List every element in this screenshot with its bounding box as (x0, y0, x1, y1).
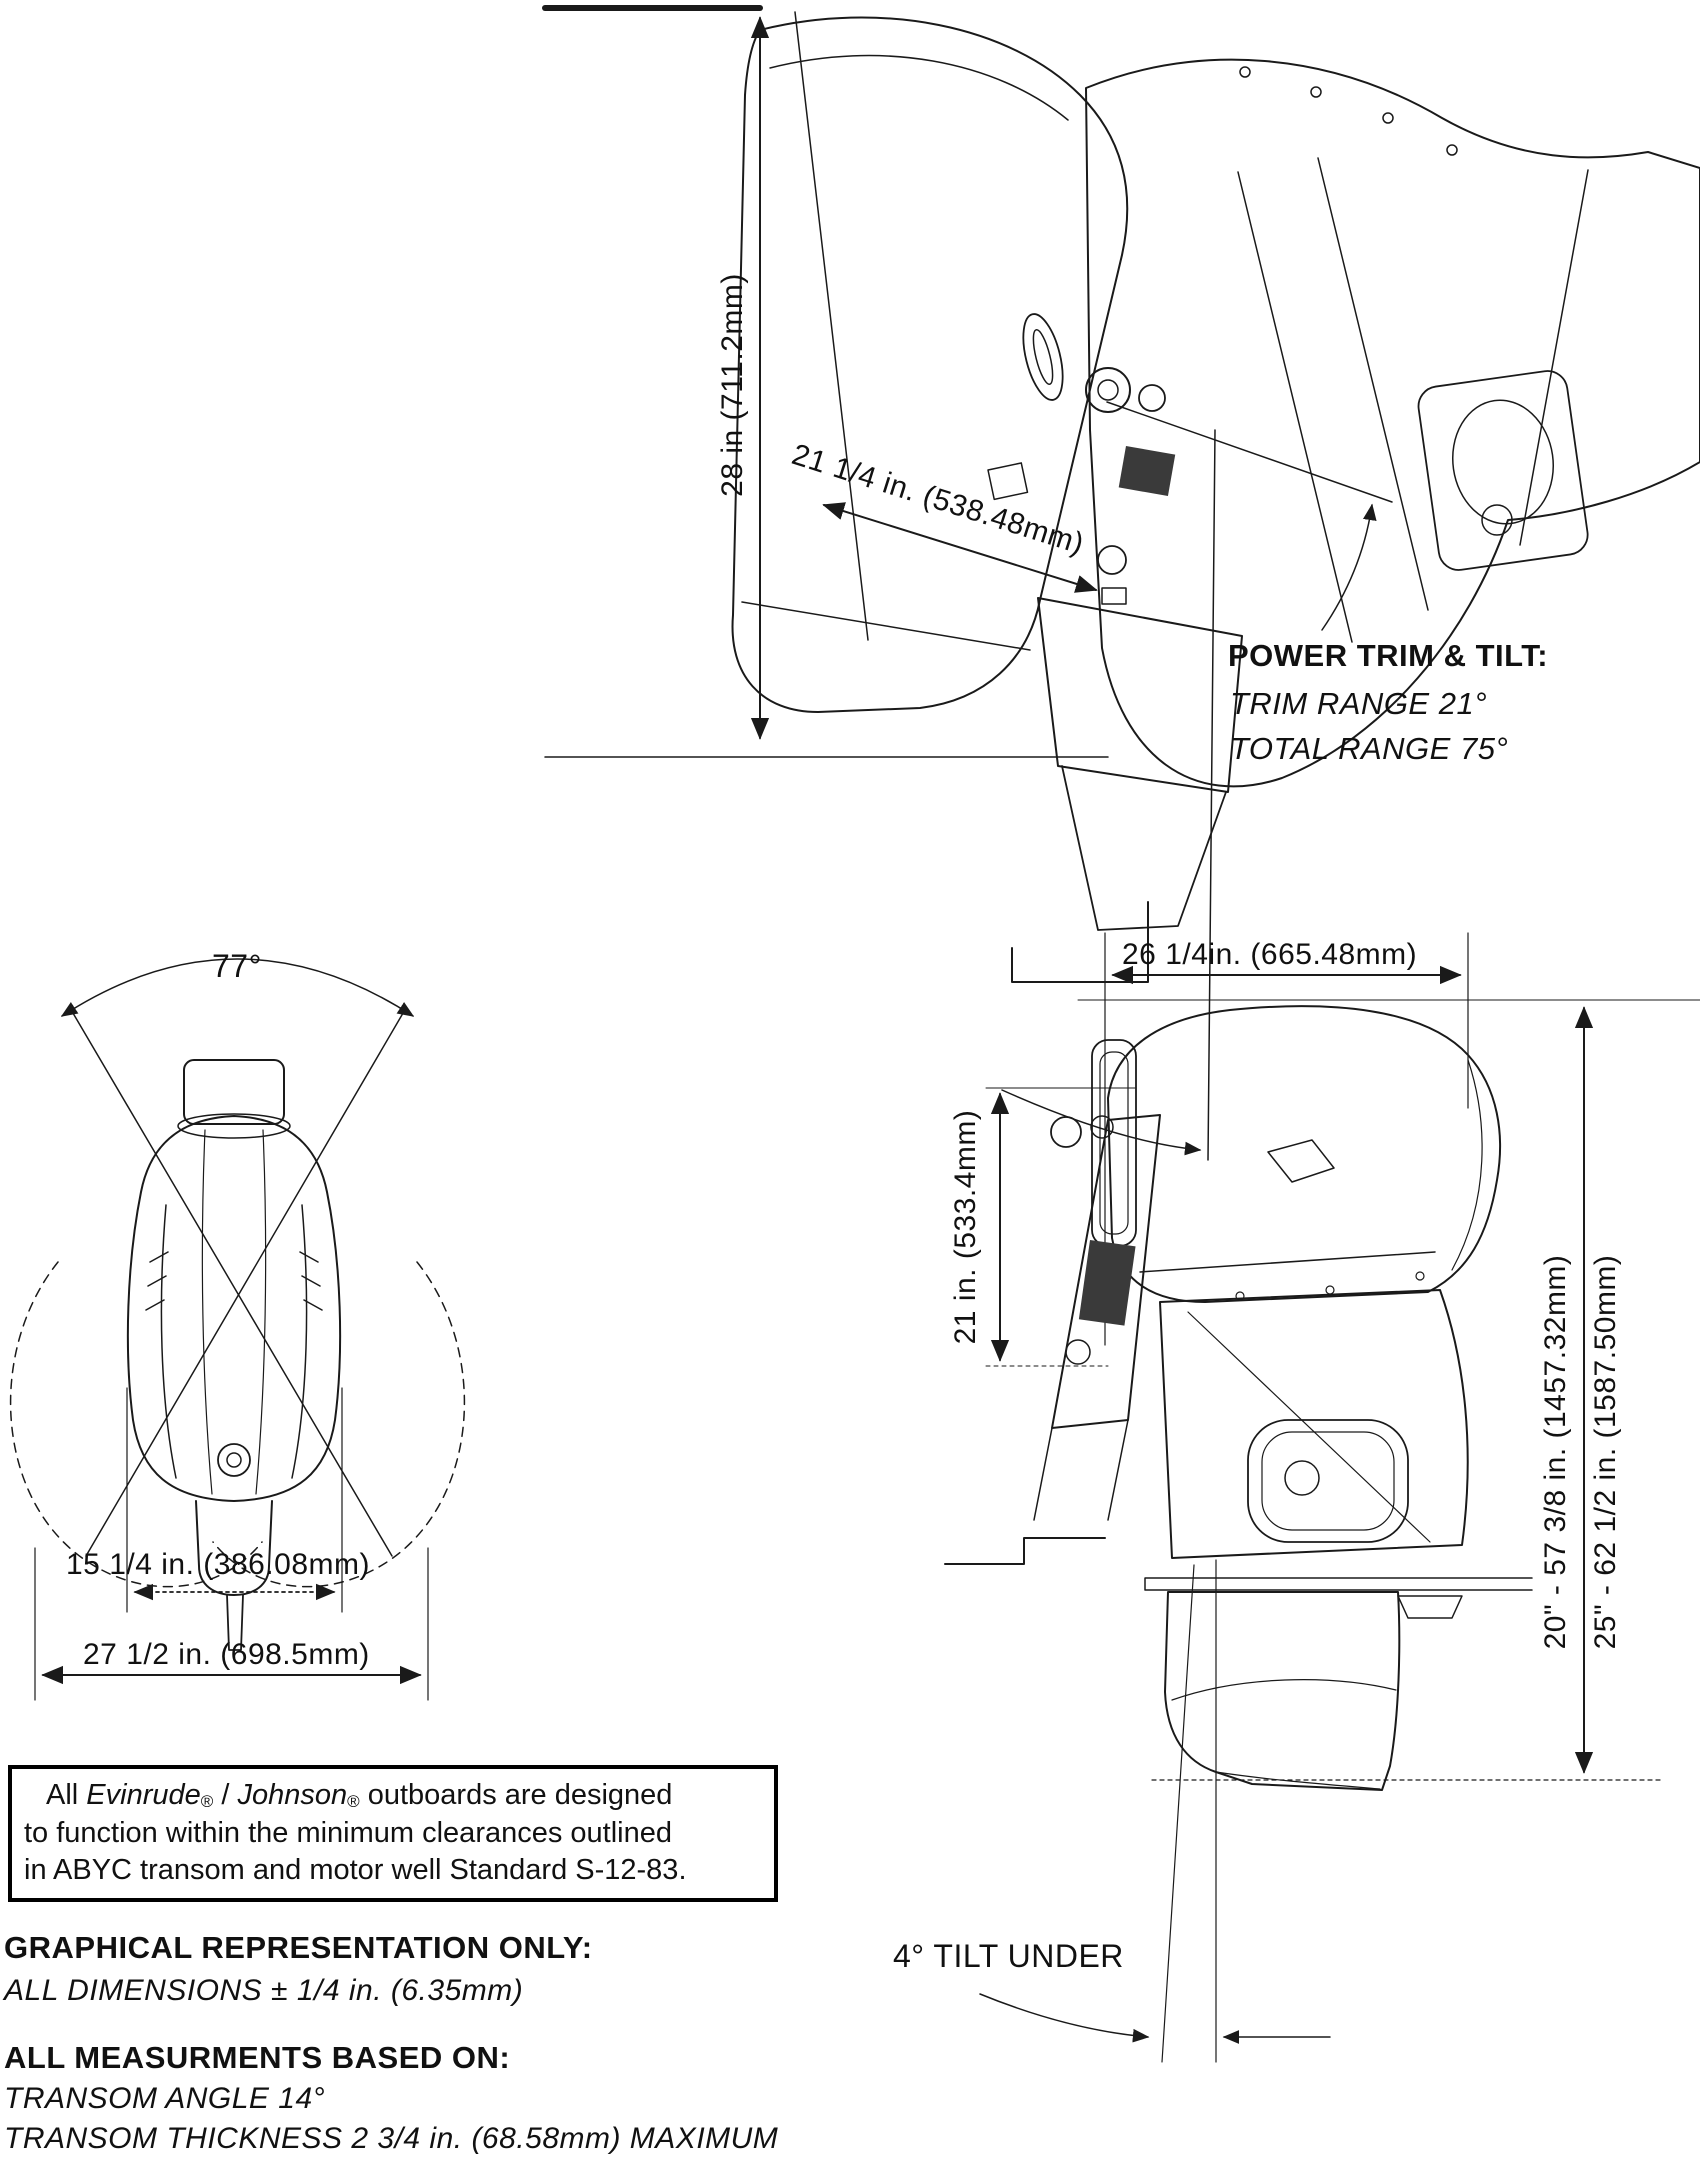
cowl-cap-base (178, 1114, 290, 1138)
total-range-arc-arrow (1002, 1090, 1200, 1150)
side-emblem (1268, 1140, 1334, 1182)
registered-mark-1: ® (200, 1792, 214, 1811)
trim-tab (1398, 1596, 1462, 1618)
transom-thickness-note: TRANSOM THICKNESS 2 3/4 in. (68.58mm) MAXIMUM (4, 2122, 779, 2155)
cowl-handle-recess (1016, 310, 1070, 404)
gearcase-torpedo-line (1172, 1680, 1396, 1700)
midsection-outline (1160, 1290, 1468, 1558)
warning-label-patch (1119, 446, 1176, 496)
cowl-vents-right (300, 1252, 322, 1310)
diagonal-extension-line (795, 12, 868, 640)
housing-slant-line-1 (1238, 172, 1352, 642)
cowling-seam-line (770, 56, 1068, 120)
housing-bolt-2 (1311, 87, 1321, 97)
note-line1-pre: All (46, 1779, 87, 1811)
swing-envelope-right-dashed (213, 1262, 464, 1587)
measurements-based-title: ALL MEASURMENTS BASED ON: (4, 2040, 511, 2075)
trim-range-label: TRIM RANGE 21° (1230, 686, 1488, 721)
steering-angle-label: 77° (212, 948, 262, 984)
power-trim-tilt-title: POWER TRIM & TILT: (1228, 638, 1549, 673)
front-cowl-inner-left (202, 1130, 212, 1494)
cowling-outline (733, 18, 1128, 712)
side-cowling-outline (1108, 1006, 1500, 1302)
note-line-1 (24, 1777, 762, 1815)
front-emblem-outer (218, 1444, 250, 1476)
tilt-under-label: 4° TILT UNDER (893, 1938, 1124, 1974)
dimensions-tolerance-note: ALL DIMENSIONS ± 1/4 in. (6.35mm) (4, 1974, 524, 2007)
brand-johnson: Johnson (237, 1779, 348, 1811)
cowl-latch-detail (988, 463, 1027, 499)
steering-angle-right-line (86, 1008, 406, 1556)
housing-bolt-4 (1447, 145, 1457, 155)
tilt-under-arc-arrow (980, 1994, 1148, 2037)
overall-width-label: 27 1/2 in. (698.5mm) (83, 1638, 370, 1671)
pivot-secondary-bolt (1139, 385, 1165, 411)
steering-angle-left-line (70, 1008, 392, 1556)
trim-range-arc-arrow (1322, 505, 1372, 630)
housing-bolt-3 (1383, 113, 1393, 123)
cowl-front-intake (1092, 1040, 1136, 1246)
swing-envelope-left-dashed (11, 1262, 262, 1587)
housing-slant-line-3 (1520, 170, 1588, 545)
note-line-2: to function within the minimum clearances outlined (24, 1816, 672, 1849)
front-emblem-inner (227, 1453, 241, 1467)
transom-angle-note: TRANSOM ANGLE 14° (4, 2082, 326, 2115)
note-line1-post: outboards are designed (359, 1779, 673, 1811)
midsection-plate-bolt (1285, 1461, 1319, 1495)
housing-bolt-1 (1240, 67, 1250, 77)
front-cowl-inner-right (256, 1130, 266, 1494)
gearcase-cover-plate (1416, 368, 1590, 572)
registered-mark-2: ® (347, 1792, 360, 1811)
cowl-handle (1029, 328, 1056, 386)
tilt-lever-detail (1102, 588, 1126, 604)
bracket-knob (1066, 1340, 1090, 1364)
bracket-clamp-bolt-1 (1051, 1117, 1081, 1147)
side-view-drawing (945, 933, 1700, 2062)
tilted-outboard-drawing (545, 8, 1700, 1160)
anti-ventilation-plate (1145, 1578, 1532, 1590)
stern-bracket-arm (1062, 766, 1226, 930)
graphical-representation-title: GRAPHICAL REPRESENTATION ONLY: (4, 1930, 593, 1965)
front-cowl-seam-right (292, 1205, 307, 1478)
cowl-vents-left (146, 1252, 168, 1310)
height-dimension-label: 28 in (711.2mm) (716, 273, 749, 497)
inner-width-label: 15 1/4 in. (386.08mm) (66, 1548, 370, 1581)
side-transom-height-label: 21 in. (533.4mm) (949, 1109, 982, 1345)
front-cowl-seam-left (161, 1205, 176, 1478)
shaft-25-label: 25" - 62 1/2 in. (1587.50mm) (1589, 1254, 1622, 1650)
note-line-3: in ABYC transom and motor well Standard S-12-83. (24, 1854, 687, 1887)
cowl-rear-curve (1452, 1060, 1482, 1270)
abyc-note-box (8, 1765, 778, 1902)
cowl-bolt-3 (1416, 1272, 1424, 1280)
tilt-vertical-reference-line (1208, 430, 1215, 1160)
total-range-label: TOTAL RANGE 75° (1230, 731, 1509, 766)
tilt-pivot-bolt (1086, 368, 1130, 412)
brand-evinrude: Evinrude (86, 1779, 201, 1811)
shaft-20-label: 20" - 57 3/8 in. (1457.32mm) (1539, 1254, 1572, 1650)
gearcase-housing-outline (1086, 60, 1700, 787)
note-line1-mid: / (213, 1779, 238, 1811)
bracket-lower-arms (1034, 1420, 1128, 1520)
housing-slant-line-2 (1318, 158, 1428, 610)
tilt-pivot-bolt-center (1098, 380, 1118, 400)
side-width-label: 26 1/4in. (665.48mm) (1122, 938, 1418, 971)
bracket-warning-label (1079, 1240, 1136, 1326)
tilt-knob (1098, 546, 1126, 574)
midsection-plate-inner (1262, 1432, 1394, 1530)
transom-dimension-label: 21 1/4 in. (538.48mm) (788, 438, 1088, 561)
midsection-plate-outer (1248, 1420, 1408, 1542)
cowl-bolt-2 (1326, 1286, 1334, 1294)
cowling-lower-seam (742, 602, 1030, 650)
cowl-seam-line (1140, 1252, 1435, 1272)
boat-transom-step (945, 1538, 1105, 1564)
front-view-drawing (11, 959, 465, 1700)
